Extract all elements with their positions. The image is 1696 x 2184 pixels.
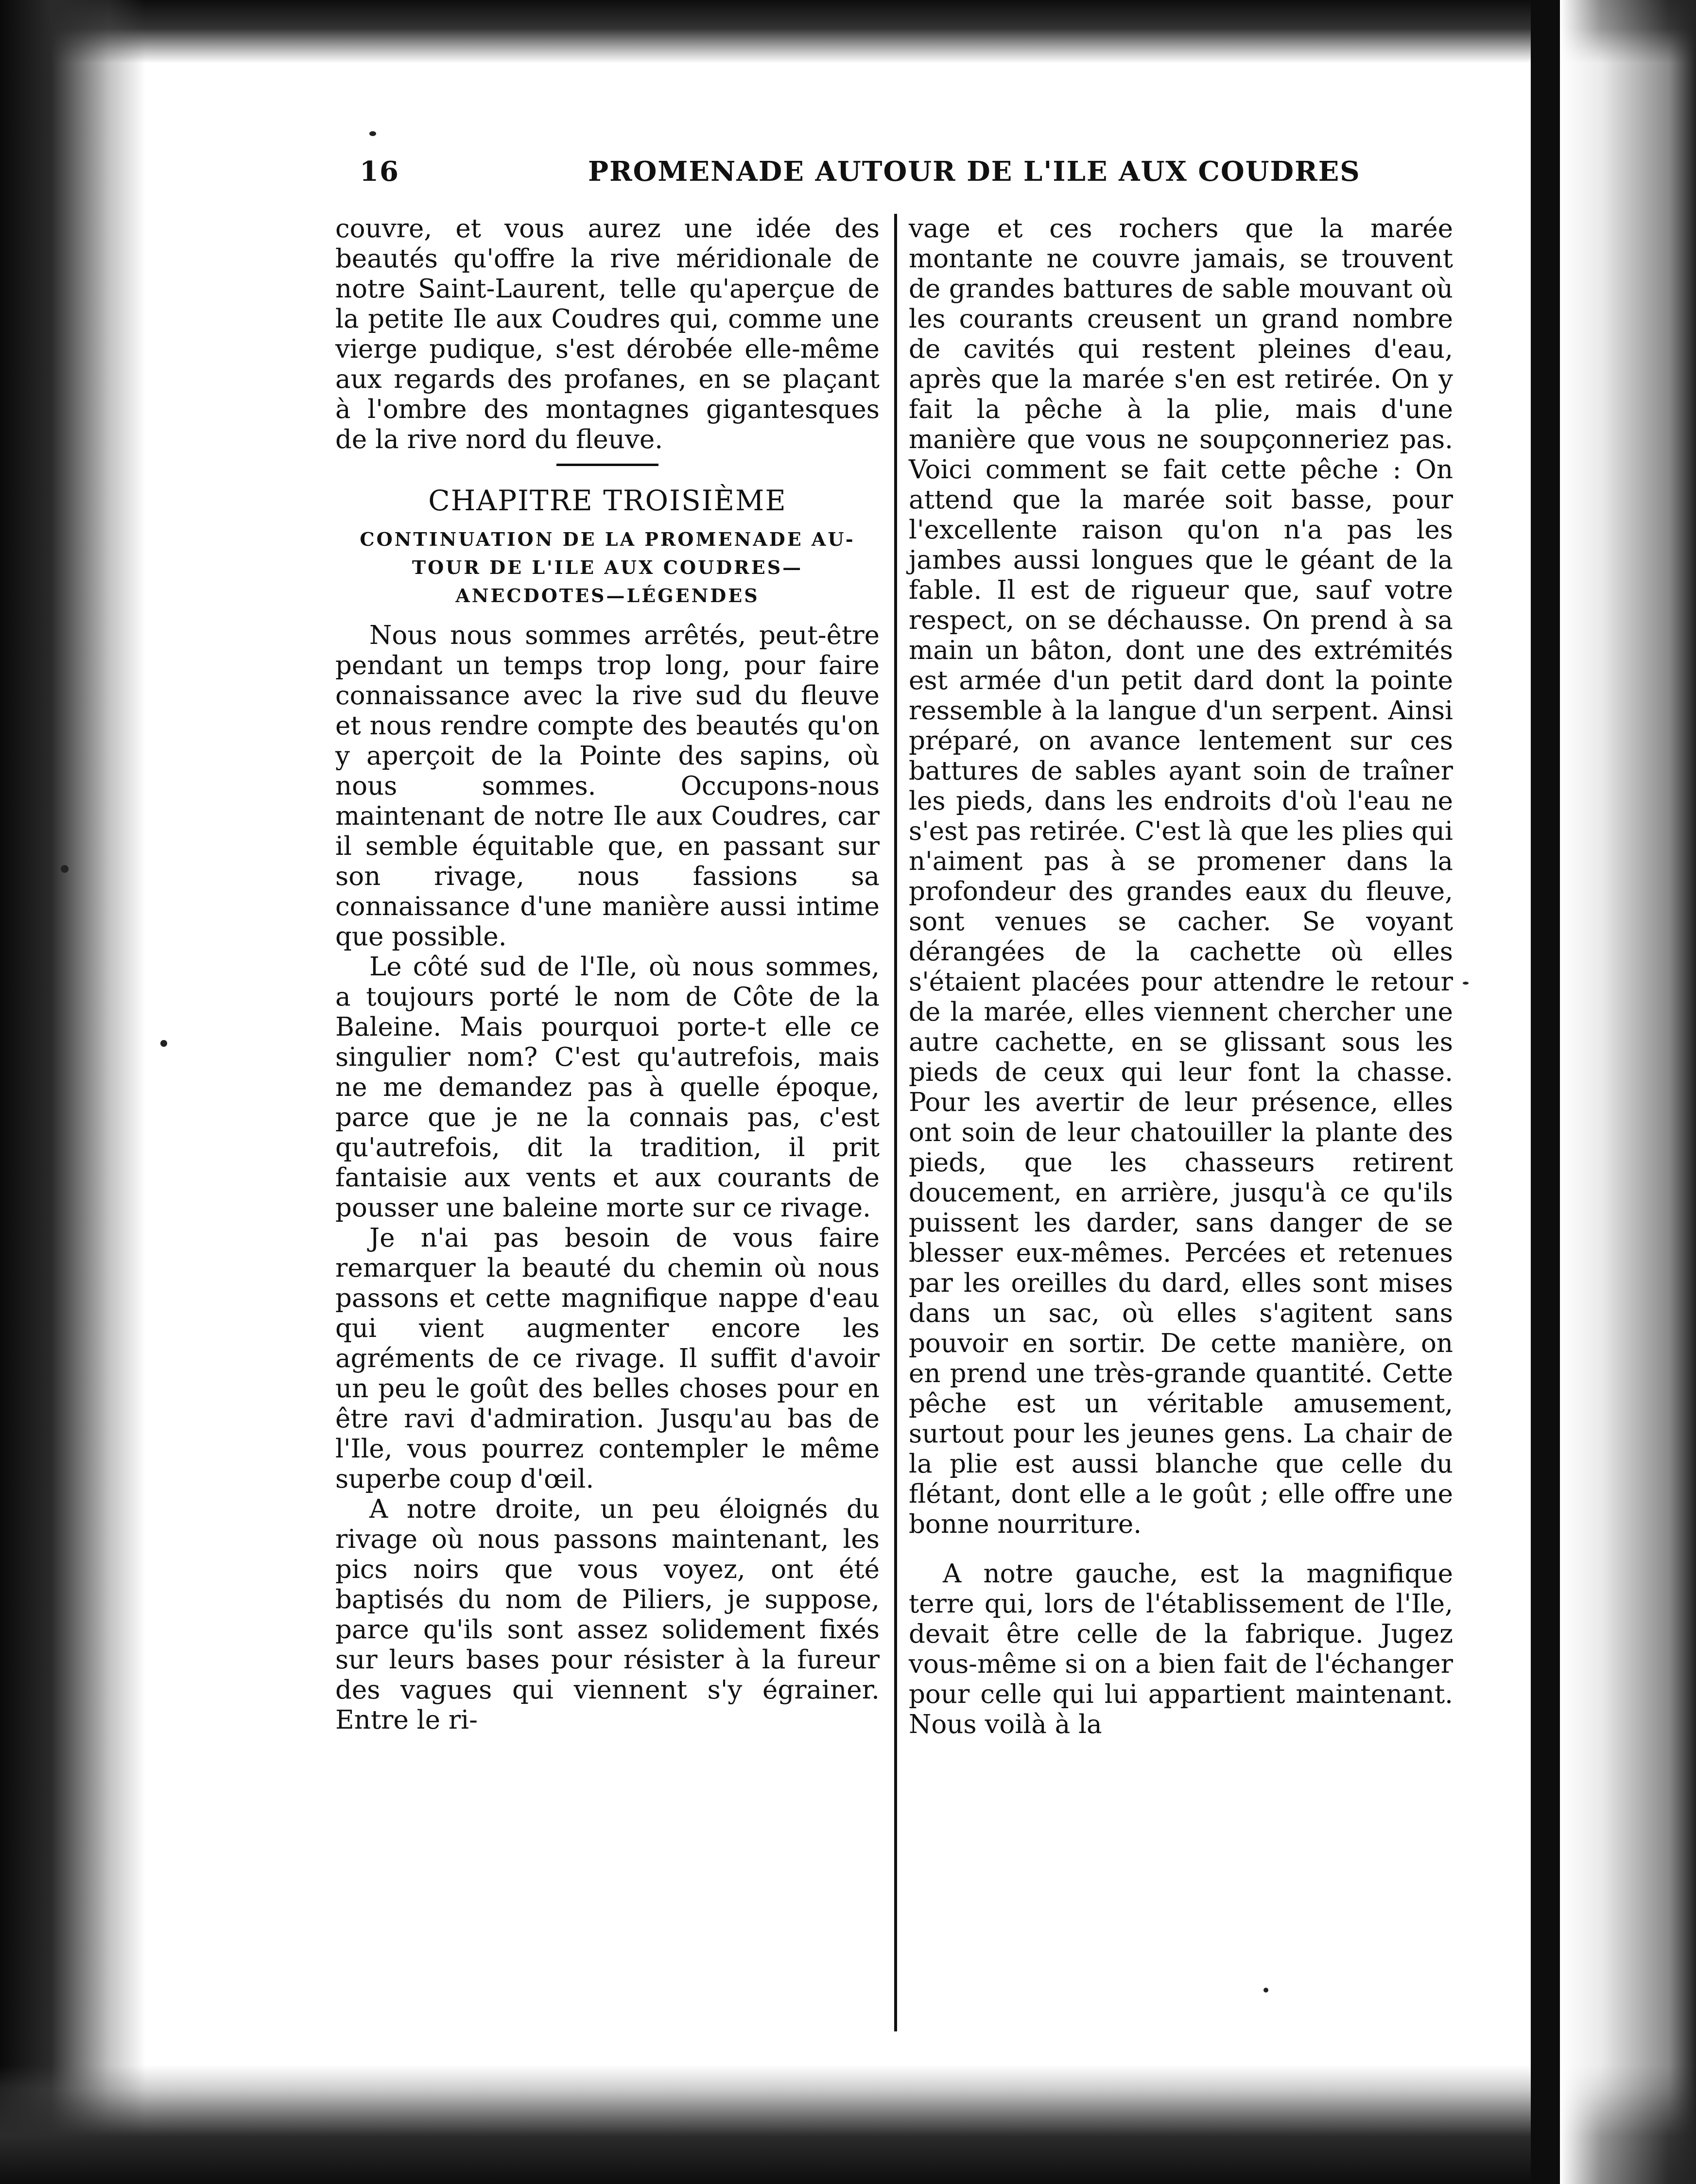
paragraph: Nous nous sommes arrêtés, peut-être pendant un temps trop long, pour faire connaissance avec la rive sud du fleuve et nous rendre compte des beautés qu'on y aperçoit de la Pointe des sapins, où nous sommes. Occupons-nous maintenant de notre Ile aux Coudres, car il semble équitable que, en passant sur son rivage, nous fassions sa connaissance d'une manière aussi intime que possible. [335, 621, 880, 952]
chapter-summary-line: TOUR DE L'ILE AUX COUDRES— [412, 556, 803, 578]
paragraph: A notre gauche, est la magnifique terre qui, lors de l'établissement de l'Ile, devait être celle de la fabrique. Jugez vous-même si on a bien fait de l'échanger pour celle qui lui appartient maintenant. Nous voilà à la [909, 1559, 1453, 1739]
paragraph: Le côté sud de l'Ile, où nous sommes, a toujours porté le nom de Côte de la Baleine. Mais pourquoi porte-t elle ce singulier nom? C'est qu'autrefois, mais ne me demandez pas à quelle époque, parce que je ne la connais pas, c'est qu'autrefois, dit la tradition, il prit fantaisie aux vents et aux courants de pousser une baleine morte sur ce rivage. [335, 952, 880, 1223]
scan-edge-bottom [0, 2065, 1696, 2184]
scan-speck [61, 865, 69, 873]
scan-speck [1463, 982, 1469, 985]
scan-edge-right [1560, 0, 1696, 2184]
paragraph-gap [909, 1540, 1453, 1559]
scan-edge-right-band [1531, 0, 1560, 2184]
section-rule [556, 464, 658, 466]
running-head [360, 156, 1429, 194]
book-page [335, 156, 1453, 2041]
scan-edge-left [0, 0, 146, 2184]
right-column [909, 214, 1453, 2031]
left-column [335, 214, 880, 2031]
scan-speck [160, 1040, 167, 1047]
paragraph-continuation: couvre, et vous aurez une idée des beautés qu'offre la rive méridionale de notre Saint-Laurent, telle qu'aperçue de la petite Ile aux Coudres qui, comme une vierge pudique, s'est dérobée elle-même aux regards des profanes, en se plaçant à l'ombre des montagnes gigantesques de la rive nord du fleuve. [335, 214, 880, 454]
scan-edge-top [0, 0, 1696, 63]
chapter-title: CHAPITRE TROISIÈME [428, 484, 787, 517]
column-rule [894, 214, 897, 2031]
page-number: 16 [360, 156, 399, 188]
paragraph: A notre droite, un peu éloignés du rivage où nous passons maintenant, les pics noirs que vous voyez, ont été baptisés du nom de Piliers, je suppose, parce qu'ils sont assez solidement fixés sur leurs bases pour résister à la fureur des vagues qui viennent s'y égrainer. Entre le ri- [335, 1494, 880, 1735]
running-head-title: PROMENADE AUTOUR DE L'ILE AUX COUDRES [588, 156, 1361, 188]
paragraph: Je n'ai pas besoin de vous faire remarquer la beauté du chemin où nous passons et cette magnifique nappe d'eau qui vient augmenter encore les agréments de ce rivage. Il suffit d'avoir un peu le goût des belles choses pour en être ravi d'admiration. Jusqu'au bas de l'Ile, vous pourrez contempler le même superbe coup d'œil. [335, 1223, 880, 1494]
chapter-summary-line: ANECDOTES—LÉGENDES [455, 585, 760, 607]
chapter-summary-line: CONTINUATION DE LA PROMENADE AU- [360, 528, 855, 550]
paragraph-continuation: vage et ces rochers que la marée montante ne couvre jamais, se trouvent de grandes battures de sable mouvant où les courants creusent un grand nombre de cavités qui restent pleines d'eau, après que la marée s'en est retirée. On y fait la pêche à la plie, mais d'une manière que vous ne soupçonneriez pas. Voici comment se fait cette pêche : On attend que la marée soit basse, pour l'excellente raison qu'on n'a pas les jambes aussi longues que le géant de la fable. Il est de rigueur que, sauf votre respect, on se déchausse. On prend à sa main un bâton, dont une des extrémités est armée d'un petit dard dont la pointe ressemble à la langue d'un serpent. Ainsi préparé, on avance lentement sur ces battures de sables ayant soin de traîner les pieds, dans les endroits d'où l'eau ne s'est pas retirée. C'est là que les plies qui n'aiment pas à se promener dans la profondeur des grandes eaux du fleuve, sont venues se cacher. Se voyant dérangées de la cachette où elles s'étaient placées pour attendre le retour de la marée, elles viennent chercher une autre cachette, en se glissant sous les pieds de ceux qui leur font la chasse. Pour les avertir de leur présence, elles ont soin de leur chatouiller la plante des pieds, que les chasseurs retirent doucement, en arrière, jusqu'à ce qu'ils puissent les darder, sans danger de se blesser eux-mêmes. Percées et retenues par les oreilles du dard, elles sont mises dans un sac, où elles s'agitent sans pouvoir en sortir. De cette manière, on en prend une très-grande quantité. Cette pêche est un véritable amusement, surtout pour les jeunes gens. La chair de la plie est aussi blanche que celle du flétant, dont elle a le goût ; elle offre une bonne nourriture. [909, 214, 1453, 1539]
scan-speck [369, 131, 376, 136]
